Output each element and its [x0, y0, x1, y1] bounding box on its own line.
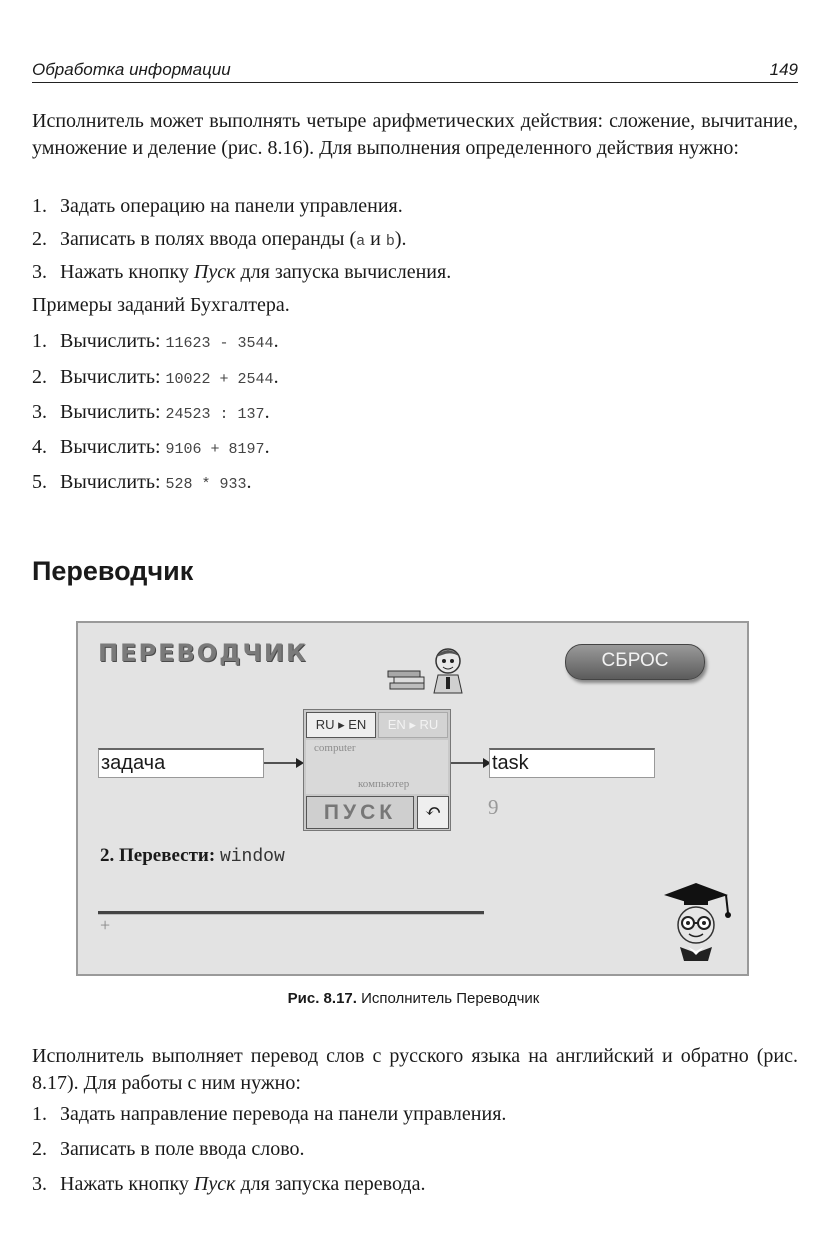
item-text: и: [365, 228, 386, 250]
list-item: [32, 1136, 305, 1162]
undo-icon: ↶: [424, 801, 442, 823]
example-expression: 24523 : 137: [165, 406, 265, 423]
caption-text: Исполнитель Переводчик: [356, 990, 540, 1007]
item-number: 3.: [32, 401, 47, 423]
list-item: [32, 259, 451, 285]
example-item: [32, 328, 279, 357]
item-number: 1.: [32, 195, 47, 217]
task-counter: 9: [488, 795, 499, 819]
examples-title: Примеры заданий Бухгалтера.: [32, 294, 290, 316]
item-text: для запуска перевода.: [235, 1173, 426, 1195]
undo-button[interactable]: [417, 796, 449, 829]
direction-en-ru-button[interactable]: EN ▸ RU: [378, 712, 448, 738]
item-number: 3.: [32, 261, 47, 283]
example-item: [32, 434, 270, 463]
example-expression: 528 * 933: [165, 476, 247, 493]
run-button[interactable]: ПУСК: [306, 796, 414, 829]
header-title: Обработка информации: [32, 60, 231, 79]
intro-paragraph: Исполнитель может выполнять четыре арифметических действия: сложение, вычитание, умножение и деление (рис. 8.16). Для выполнения определенного действия нужно:: [32, 110, 798, 159]
item-text: Записать в полях ввода операнды (: [60, 228, 357, 250]
example-item: [32, 399, 270, 428]
reset-button[interactable]: СБРОС: [565, 644, 705, 680]
answer-line: [98, 911, 484, 915]
professor-mascot-icon: [656, 881, 736, 963]
item-text: ).: [394, 228, 407, 250]
list-item: [32, 1171, 425, 1197]
item-text: Нажать кнопку: [60, 1173, 194, 1195]
operand-a: a: [356, 233, 366, 250]
outro-paragraph: Исполнитель выполняет перевод слов с русского языка на английский и обратно (рис. 8.17). Для работы с ним нужно:: [32, 1045, 798, 1094]
plus-mark: +: [100, 915, 111, 935]
page-number: 149: [769, 60, 798, 79]
arrow-right-icon: [451, 754, 491, 772]
example-expression: 10022 + 2544: [165, 371, 274, 388]
item-number: 4.: [32, 436, 47, 458]
example-label: Вычислить:: [60, 471, 161, 493]
item-number: 5.: [32, 471, 47, 493]
running-header: [32, 58, 798, 83]
source-word-input[interactable]: задача: [98, 748, 264, 778]
list-item: [32, 193, 403, 219]
example-expression: 9106 + 8197: [165, 441, 265, 458]
item-text: Нажать кнопку: [60, 261, 194, 283]
task-number: 2: [100, 845, 110, 866]
item-end: .: [246, 471, 252, 493]
section-title: Переводчик: [32, 556, 194, 586]
item-number: 1.: [32, 330, 47, 352]
example-label: Вычислить:: [60, 366, 161, 388]
item-text: для запуска вычисления.: [235, 261, 452, 283]
example-label: Вычислить:: [60, 401, 161, 423]
translator-figure: [76, 621, 749, 976]
preview-english: computer: [314, 742, 356, 754]
item-number: 1.: [32, 1103, 47, 1125]
example-label: Вычислить:: [60, 330, 161, 352]
item-end: .: [264, 436, 270, 458]
task-label: . Перевести: [109, 845, 209, 866]
task-separator: :: [208, 845, 220, 866]
control-panel: [303, 709, 451, 831]
direction-ru-en-button[interactable]: RU ▸ EN: [306, 712, 376, 738]
item-end: .: [273, 330, 279, 352]
list-item: [32, 1101, 506, 1127]
example-item: [32, 364, 279, 393]
caption-label: Рис. 8.17.: [287, 990, 357, 1007]
item-number: 3.: [32, 1173, 47, 1195]
task-word: window: [219, 847, 285, 867]
arrow-right-icon: [264, 754, 304, 772]
emphasis: Пуск: [193, 261, 236, 283]
translation-output-field: task: [489, 748, 655, 778]
item-text: Записать в поле ввода слово.: [60, 1138, 305, 1160]
translator-title: ПЕРЕВОДЧИК: [98, 639, 308, 667]
example-expression: 11623 - 3544: [165, 335, 274, 352]
translation-preview: [306, 740, 448, 794]
item-number: 2.: [32, 228, 47, 250]
item-text: Задать направление перевода на панели управления.: [60, 1103, 507, 1125]
preview-russian: компьютер: [358, 778, 410, 790]
operand-b: b: [385, 233, 395, 250]
emphasis: Пуск: [193, 1173, 236, 1195]
item-text: Задать операцию на панели управления.: [60, 195, 403, 217]
item-number: 2.: [32, 1138, 47, 1160]
list-item: [32, 226, 407, 255]
example-label: Вычислить:: [60, 436, 161, 458]
student-with-books-icon: [386, 643, 476, 695]
current-task: [100, 845, 285, 867]
figure-caption: [0, 990, 827, 1007]
item-end: .: [264, 401, 270, 423]
item-number: 2.: [32, 366, 47, 388]
item-end: .: [273, 366, 279, 388]
example-item: [32, 469, 252, 498]
